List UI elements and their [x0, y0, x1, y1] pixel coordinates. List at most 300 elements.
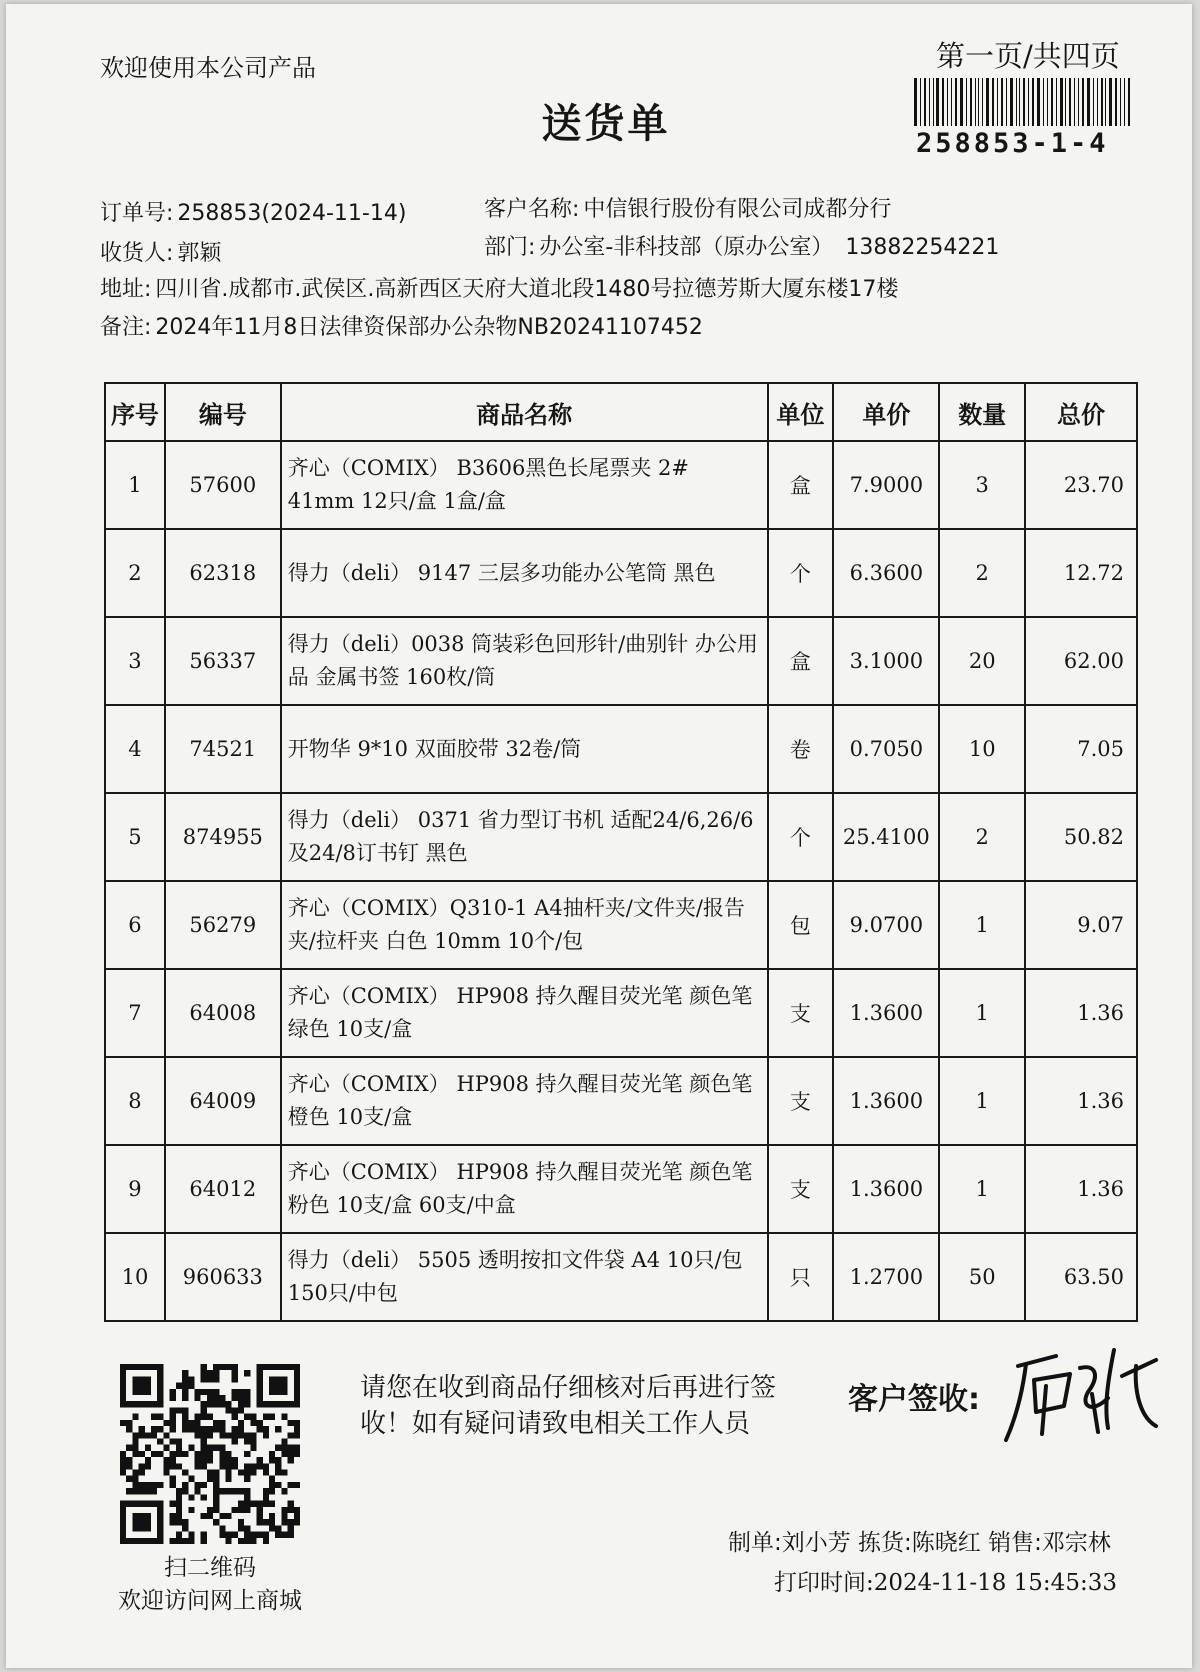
table-row [105, 1057, 1137, 1145]
barcode-bar [947, 78, 948, 126]
qr-module [250, 1470, 256, 1476]
row-code: 874955 [165, 793, 281, 881]
qr-module [170, 1407, 176, 1413]
qr-module [213, 1445, 219, 1451]
qr-module [219, 1451, 225, 1457]
row-seq: 7 [105, 969, 165, 1057]
qr-module [219, 1463, 225, 1469]
qr-module [176, 1407, 182, 1413]
qr-module [170, 1513, 176, 1519]
row-product-name: 得力（deli）0038 筒装彩色回形针/曲别针 办公用品 金属书签 160枚/筒 [281, 617, 768, 705]
table-row [105, 881, 1137, 969]
barcode-bar [1001, 78, 1003, 126]
header-seq: 序号 [105, 383, 165, 441]
row-unit: 包 [768, 881, 834, 969]
barcode-bar [1074, 78, 1075, 126]
row-quantity: 2 [939, 793, 1025, 881]
row-unit: 个 [768, 793, 834, 881]
qr-module [194, 1482, 200, 1488]
barcode-bar [997, 78, 998, 126]
department [484, 230, 999, 261]
qr-module [163, 1457, 169, 1463]
row-code: 56337 [165, 617, 281, 705]
receiver [100, 236, 221, 267]
table-row [105, 793, 1137, 881]
barcode-bar [1047, 78, 1048, 126]
row-code: 62318 [165, 529, 281, 617]
row-total: 1.36 [1025, 1145, 1137, 1233]
qr-module [139, 1488, 145, 1494]
qr-module [238, 1407, 244, 1413]
row-code: 64012 [165, 1145, 281, 1233]
qr-module [250, 1463, 256, 1469]
header-unit-price: 单价 [833, 383, 939, 441]
order-number [100, 196, 406, 227]
barcode-bar [955, 78, 957, 126]
qr-module [201, 1532, 207, 1538]
barcode-bar [1124, 78, 1125, 126]
table-row [105, 1233, 1137, 1321]
qr-module [269, 1501, 275, 1507]
qr-module [157, 1482, 163, 1488]
qr-module [232, 1370, 238, 1376]
qr-module [244, 1532, 250, 1538]
qr-module [263, 1426, 269, 1432]
qr-module [139, 1426, 145, 1432]
barcode-bar [970, 78, 972, 126]
qr-module [213, 1389, 219, 1395]
qr-module [232, 1457, 238, 1463]
customer-name-value: 中信银行股份有限公司成都分行 [583, 197, 892, 222]
qr-module [263, 1414, 269, 1420]
qr-module [157, 1426, 163, 1432]
qr-module [120, 1420, 126, 1426]
row-quantity: 2 [939, 529, 1025, 617]
qr-module [176, 1494, 182, 1500]
qr-module [219, 1457, 225, 1463]
qr-module [257, 1457, 263, 1463]
qr-module [232, 1376, 238, 1382]
qr-module [281, 1470, 287, 1476]
qr-module [269, 1513, 275, 1519]
qr-module [201, 1463, 207, 1469]
qr-module [182, 1370, 188, 1376]
qr-module [139, 1470, 145, 1476]
qr-module [182, 1482, 188, 1488]
qr-module [132, 1432, 138, 1438]
qr-module [244, 1432, 250, 1438]
qr-module [176, 1538, 182, 1544]
qr-module [238, 1538, 244, 1544]
qr-module [269, 1482, 275, 1488]
qr-module [288, 1532, 294, 1538]
qr-module [226, 1513, 232, 1519]
page-count: 第一页/共四页 [936, 39, 1120, 73]
barcode-number: 258853-1-4 [916, 128, 1109, 159]
qr-module [170, 1482, 176, 1488]
barcode-bar [1105, 78, 1106, 126]
qr-module [145, 1445, 151, 1451]
barcode-bar [1082, 78, 1084, 126]
barcode-bar [1087, 78, 1090, 126]
qr-module [238, 1426, 244, 1432]
qr-module [263, 1538, 269, 1544]
qr-module [213, 1395, 219, 1401]
qr-module [213, 1482, 219, 1488]
qr-module [145, 1463, 151, 1469]
barcode-bar [1093, 78, 1094, 126]
qr-module [201, 1494, 207, 1500]
qr-module [281, 1445, 287, 1451]
barcode-bar [975, 78, 976, 126]
qr-module [275, 1426, 281, 1432]
qr-module [188, 1507, 194, 1513]
qr-module [201, 1364, 207, 1370]
barcode-bar [1043, 78, 1044, 126]
qr-module [232, 1414, 238, 1420]
qr-module [288, 1432, 294, 1438]
qr-module [182, 1519, 188, 1525]
qr-module [226, 1451, 232, 1457]
row-product-name: 得力（deli） 9147 三层多功能办公笔筒 黑色 [281, 529, 768, 617]
qr-module [176, 1519, 182, 1525]
header-code: 编号 [165, 383, 281, 441]
qr-module [281, 1414, 287, 1420]
row-seq: 1 [105, 441, 165, 529]
qr-module [232, 1432, 238, 1438]
barcode-bar [1019, 78, 1020, 126]
qr-module [188, 1445, 194, 1451]
qr-module [288, 1451, 294, 1457]
qr-module [244, 1488, 250, 1494]
row-total: 1.36 [1025, 969, 1137, 1057]
barcode-bar [1028, 78, 1029, 126]
qr-module [201, 1414, 207, 1420]
qr-module [139, 1432, 145, 1438]
qr-module [269, 1451, 275, 1457]
qr-module [188, 1376, 194, 1382]
qr-module [194, 1426, 200, 1432]
qr-module [126, 1420, 132, 1426]
qr-module [226, 1476, 232, 1482]
qr-module [219, 1532, 225, 1538]
qr-module [244, 1538, 250, 1544]
qr-module [207, 1395, 213, 1401]
qr-module [250, 1414, 256, 1420]
qr-module [213, 1501, 219, 1507]
print-time: 打印时间:2024-11-18 15:45:33 [774, 1570, 1117, 1596]
qr-module [207, 1507, 213, 1513]
qr-module [126, 1457, 132, 1463]
row-unit: 支 [768, 1057, 834, 1145]
barcode-bar [1101, 78, 1103, 126]
barcode-bar [920, 78, 921, 126]
qr-module [269, 1488, 275, 1494]
qr-module [232, 1507, 238, 1513]
qr-module [275, 1457, 281, 1463]
qr-module [213, 1376, 219, 1382]
qr-module [238, 1488, 244, 1494]
qr-module [238, 1401, 244, 1407]
qr-module [145, 1457, 151, 1463]
qr-module [182, 1426, 188, 1432]
qr-module [126, 1476, 132, 1482]
qr-module [182, 1395, 188, 1401]
row-quantity: 50 [939, 1233, 1025, 1321]
order-number-label: 订单号: [100, 201, 174, 226]
remark [100, 310, 703, 341]
qr-module [294, 1426, 300, 1432]
barcode-bar [933, 78, 934, 126]
row-seq: 2 [105, 529, 165, 617]
qr-module [207, 1376, 213, 1382]
qr-module [207, 1401, 213, 1407]
qr-module [257, 1463, 263, 1469]
phone-number: 13882254221 [845, 235, 1000, 260]
row-seq: 4 [105, 705, 165, 793]
qr-module [232, 1488, 238, 1494]
qr-module [170, 1476, 176, 1482]
qr-module [194, 1389, 200, 1395]
qr-module [207, 1513, 213, 1519]
address-label: 地址: [100, 277, 152, 302]
qr-module [207, 1476, 213, 1482]
barcode-bar [951, 78, 952, 126]
qr-module [170, 1395, 176, 1401]
qr-module [226, 1463, 232, 1469]
row-code: 56279 [165, 881, 281, 969]
qr-caption-line-1: 扫二维码 [164, 1555, 256, 1581]
qr-module [157, 1451, 163, 1457]
table-row [105, 705, 1137, 793]
qr-module [207, 1432, 213, 1438]
qr-module [188, 1538, 194, 1544]
row-unit-price: 25.4100 [833, 793, 939, 881]
table-row [105, 969, 1137, 1057]
qr-module [226, 1457, 232, 1463]
header-total: 总价 [1025, 383, 1137, 441]
qr-module [263, 1463, 269, 1469]
qr-module [219, 1401, 225, 1407]
delivery-note-paper [6, 4, 1192, 1668]
qr-module [170, 1519, 176, 1525]
qr-module [275, 1463, 281, 1469]
row-unit-price: 1.2700 [833, 1233, 939, 1321]
qr-module [269, 1457, 275, 1463]
row-quantity: 1 [939, 1057, 1025, 1145]
receiver-value: 郭颖 [177, 241, 222, 266]
staff-info: 制单:刘小芳 拣货:陈晓红 销售:邓宗林 [728, 1530, 1111, 1556]
row-code: 960633 [165, 1233, 281, 1321]
qr-module [201, 1538, 207, 1544]
barcode-bar [1069, 78, 1071, 126]
qr-module [226, 1407, 232, 1413]
row-seq: 3 [105, 617, 165, 705]
row-seq: 10 [105, 1233, 165, 1321]
qr-module [281, 1507, 287, 1513]
qr-module [151, 1488, 157, 1494]
row-unit-price: 0.7050 [833, 705, 939, 793]
qr-module [257, 1420, 263, 1426]
qr-module [238, 1519, 244, 1525]
qr-module [163, 1445, 169, 1451]
qr-module [132, 1438, 138, 1444]
row-quantity: 20 [939, 617, 1025, 705]
qr-module [275, 1532, 281, 1538]
qr-code-image [120, 1364, 300, 1544]
qr-module [176, 1463, 182, 1469]
qr-module [244, 1370, 250, 1376]
qr-module [151, 1414, 157, 1420]
qr-module [126, 1445, 132, 1451]
row-product-name: 齐心（COMIX） B3606黑色长尾票夹 2# 41mm 12只/盒 1盒/盒 [281, 441, 768, 529]
qr-module [201, 1370, 207, 1376]
table-row [105, 529, 1137, 617]
qr-module [226, 1538, 232, 1544]
qr-module [219, 1445, 225, 1451]
qr-module [213, 1476, 219, 1482]
barcode-bar [992, 78, 994, 126]
barcode-bar [1010, 78, 1013, 126]
qr-module [257, 1501, 263, 1507]
qr-module [263, 1470, 269, 1476]
qr-module [213, 1470, 219, 1476]
qr-module [163, 1420, 169, 1426]
qr-module [294, 1482, 300, 1488]
qr-module [170, 1538, 176, 1544]
row-total: 12.72 [1025, 529, 1137, 617]
qr-module [288, 1519, 294, 1525]
qr-module [250, 1501, 256, 1507]
qr-module [120, 1463, 126, 1469]
row-product-name: 齐心（COMIX） HP908 持久醒目荧光笔 颜色笔 橙色 10支/盒 [281, 1057, 768, 1145]
qr-module [126, 1426, 132, 1432]
qr-module [232, 1463, 238, 1469]
qr-module [201, 1407, 207, 1413]
qr-module [132, 1470, 138, 1476]
qr-module [201, 1401, 207, 1407]
qr-module [201, 1438, 207, 1444]
qr-module [226, 1470, 232, 1476]
qr-module [244, 1389, 250, 1395]
qr-module [213, 1420, 219, 1426]
qr-module [232, 1532, 238, 1538]
customer-signature [996, 1336, 1166, 1446]
row-quantity: 1 [939, 881, 1025, 969]
qr-module [232, 1389, 238, 1395]
qr-module [207, 1426, 213, 1432]
qr-module [182, 1376, 188, 1382]
qr-module [269, 1476, 275, 1482]
barcode-bar [1006, 78, 1007, 126]
qr-module [188, 1426, 194, 1432]
qr-module [238, 1507, 244, 1513]
row-seq: 5 [105, 793, 165, 881]
qr-module [257, 1507, 263, 1513]
barcode-bar [942, 78, 944, 126]
qr-module [226, 1364, 232, 1370]
row-total: 1.36 [1025, 1057, 1137, 1145]
qr-module [182, 1414, 188, 1420]
row-code: 64009 [165, 1057, 281, 1145]
barcode-graphic [914, 78, 1130, 126]
qr-module [294, 1519, 300, 1525]
qr-module [244, 1476, 250, 1482]
qr-module [182, 1470, 188, 1476]
qr-module [288, 1501, 294, 1507]
qr-module [250, 1538, 256, 1544]
qr-module [151, 1482, 157, 1488]
qr-module [294, 1451, 300, 1457]
qr-module [201, 1445, 207, 1451]
qr-module [170, 1438, 176, 1444]
row-code: 57600 [165, 441, 281, 529]
qr-caption [100, 1552, 320, 1619]
qr-caption-line-2: 欢迎访问网上商城 [118, 1588, 302, 1615]
qr-module [263, 1501, 269, 1507]
barcode-bar [1078, 78, 1079, 126]
row-unit-price: 9.0700 [833, 881, 939, 969]
table-row [105, 1145, 1137, 1233]
qr-module [132, 1445, 138, 1451]
qr-module [213, 1507, 219, 1513]
barcode-bar [960, 78, 963, 126]
barcode-bar [924, 78, 926, 126]
qr-module [294, 1432, 300, 1438]
barcode-bar [1097, 78, 1098, 126]
qr-module [201, 1376, 207, 1382]
qr-module [219, 1513, 225, 1519]
qr-module [201, 1482, 207, 1488]
barcode-bar [929, 78, 930, 126]
qr-module [182, 1383, 188, 1389]
row-quantity: 1 [939, 969, 1025, 1057]
qr-module [238, 1420, 244, 1426]
qr-module [176, 1501, 182, 1507]
qr-module [226, 1532, 232, 1538]
department-value: 办公室-非科技部（原办公室） [539, 235, 834, 260]
qr-module [244, 1438, 250, 1444]
row-unit-price: 1.3600 [833, 969, 939, 1057]
qr-module [250, 1438, 256, 1444]
table-row [105, 617, 1137, 705]
qr-module [201, 1513, 207, 1519]
qr-module [194, 1488, 200, 1494]
customer-sign-label: 客户签收: [848, 1382, 980, 1417]
qr-module [132, 1376, 151, 1395]
qr-module [201, 1457, 207, 1463]
row-unit: 卷 [768, 705, 834, 793]
qr-module [194, 1451, 200, 1457]
barcode-bar [1056, 78, 1057, 126]
qr-module [188, 1494, 194, 1500]
qr-module [219, 1525, 225, 1531]
qr-module [213, 1426, 219, 1432]
qr-module [201, 1432, 207, 1438]
qr-module [213, 1494, 219, 1500]
qr-module [182, 1451, 188, 1457]
qr-module [132, 1476, 138, 1482]
qr-module [201, 1451, 207, 1457]
qr-module [139, 1463, 145, 1469]
row-total: 63.50 [1025, 1233, 1137, 1321]
barcode-bar [1109, 78, 1112, 126]
barcode-bar [1060, 78, 1063, 126]
qr-module [244, 1501, 250, 1507]
row-product-name: 齐心（COMIX） HP908 持久醒目荧光笔 颜色笔 绿色 10支/盒 [281, 969, 768, 1057]
qr-module [244, 1507, 250, 1513]
qr-module [232, 1395, 238, 1401]
